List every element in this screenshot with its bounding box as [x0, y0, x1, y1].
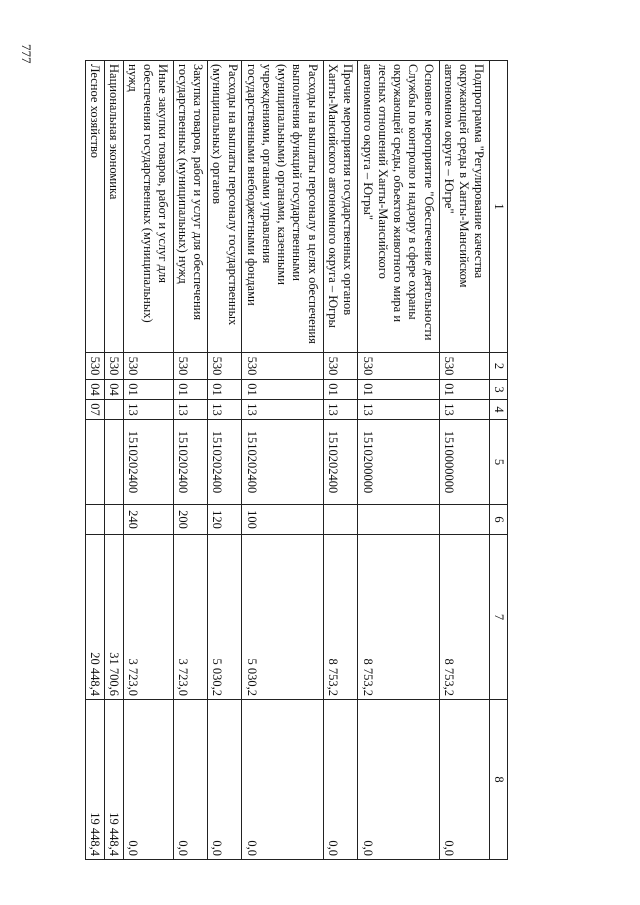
row-name: Национальная экономика	[104, 61, 123, 353]
row-amount-8: 0,0	[358, 700, 439, 860]
row-code-2: 530	[208, 353, 242, 380]
row-code-5: 1510202400	[173, 420, 207, 505]
row-amount-8: 0,0	[208, 700, 242, 860]
header-cell: 8	[489, 700, 507, 860]
row-code-2: 530	[323, 353, 357, 380]
row-code-3: 01	[123, 380, 173, 400]
row-name: Прочие мероприятия государственных органов Ханты-Мансийского автономного округа – Югры	[323, 61, 357, 353]
table-row	[358, 61, 439, 860]
row-amount-7: 5 030,2	[242, 535, 323, 700]
table-row	[123, 61, 173, 860]
row-code-3: 01	[173, 380, 207, 400]
row-amount-7: 5 030,2	[208, 535, 242, 700]
table-row	[208, 61, 242, 860]
row-name: Основное мероприятие "Обеспечение деятельности Службы по контролю и надзору в сфере охраны окружающей среды, объектов животного мира и лесных отношений Ханты-Мансийского автономного округа – Югры"	[358, 61, 439, 353]
row-code-4: 07	[86, 400, 105, 420]
row-code-6: 240	[123, 505, 173, 535]
row-code-6	[323, 505, 357, 535]
row-code-3: 01	[208, 380, 242, 400]
row-code-5: 1510000000	[439, 420, 489, 505]
row-code-3: 01	[439, 380, 489, 400]
row-code-2: 530	[242, 353, 323, 380]
row-code-5: 1510202400	[242, 420, 323, 505]
row-name: Расходы на выплаты персоналу государственных (муниципальных) органов	[208, 61, 242, 353]
row-code-6: 120	[208, 505, 242, 535]
row-amount-7: 8 753,2	[439, 535, 489, 700]
row-code-4: 13	[358, 400, 439, 420]
row-code-2: 530	[86, 353, 105, 380]
row-code-2: 530	[358, 353, 439, 380]
row-amount-8: 0,0	[323, 700, 357, 860]
row-code-5	[104, 420, 123, 505]
row-code-6	[358, 505, 439, 535]
row-name: Закупка товаров, работ и услуг для обеспечения государственных (муниципальных) нужд	[173, 61, 207, 353]
table-row	[439, 61, 489, 860]
row-code-4: 13	[208, 400, 242, 420]
budget-table	[85, 60, 508, 860]
header-cell: 2	[489, 353, 507, 380]
row-code-4: 13	[123, 400, 173, 420]
table-row	[242, 61, 323, 860]
row-code-4: 13	[173, 400, 207, 420]
row-code-4: 13	[242, 400, 323, 420]
page-number: 777	[19, 44, 34, 64]
row-amount-8: 0,0	[242, 700, 323, 860]
row-code-6	[86, 505, 105, 535]
header-cell: 4	[489, 400, 507, 420]
table-row	[86, 61, 105, 860]
row-amount-7: 8 753,2	[323, 535, 357, 700]
row-code-3: 04	[104, 380, 123, 400]
row-code-6	[439, 505, 489, 535]
row-code-5	[86, 420, 105, 505]
header-cell: 3	[489, 380, 507, 400]
row-code-5: 1510202400	[208, 420, 242, 505]
row-amount-7: 8 753,2	[358, 535, 439, 700]
row-code-2: 530	[439, 353, 489, 380]
row-code-6: 100	[242, 505, 323, 535]
row-amount-8: 0,0	[439, 700, 489, 860]
row-code-3: 01	[242, 380, 323, 400]
row-amount-7: 3 723,0	[173, 535, 207, 700]
header-cell: 1	[489, 61, 507, 353]
row-code-4: 13	[439, 400, 489, 420]
row-name: Подпрограмма "Регулирование качества окружающей среды в Ханты-Мансийском автономном округе – Югре"	[439, 61, 489, 353]
row-name: Расходы на выплаты персоналу в целях обеспечения выполнения функций государственными (муниципальными) органами, казенными учреждениями, органами управления государственными внебюджетными фондами	[242, 61, 323, 353]
header-cell: 5	[489, 420, 507, 505]
row-amount-8: 0,0	[123, 700, 173, 860]
row-name: Иные закупки товаров, работ и услуг для обеспечения государственных (муниципальных) нужд	[123, 61, 173, 353]
row-code-2: 530	[104, 353, 123, 380]
row-code-6: 200	[173, 505, 207, 535]
table-row	[323, 61, 357, 860]
header-cell: 7	[489, 535, 507, 700]
row-amount-7: 20 448,4	[86, 535, 105, 700]
row-code-4: 13	[323, 400, 357, 420]
row-code-3: 04	[86, 380, 105, 400]
row-code-3: 01	[358, 380, 439, 400]
rotated-page	[85, 60, 508, 859]
row-code-5: 1510200000	[358, 420, 439, 505]
table-header-row	[489, 61, 507, 860]
table-row	[104, 61, 123, 860]
row-code-2: 530	[173, 353, 207, 380]
row-code-5: 1510202400	[123, 420, 173, 505]
header-cell: 6	[489, 505, 507, 535]
row-name: Лесное хозяйство	[86, 61, 105, 353]
row-code-3: 01	[323, 380, 357, 400]
row-code-6	[104, 505, 123, 535]
row-code-5: 1510202400	[323, 420, 357, 505]
row-amount-7: 3 723,0	[123, 535, 173, 700]
table-row	[173, 61, 207, 860]
row-amount-7: 31 700,6	[104, 535, 123, 700]
row-amount-8: 0,0	[173, 700, 207, 860]
row-amount-8: 19 448,4	[104, 700, 123, 860]
row-code-2: 530	[123, 353, 173, 380]
row-code-4	[104, 400, 123, 420]
row-amount-8: 19 448,4	[86, 700, 105, 860]
